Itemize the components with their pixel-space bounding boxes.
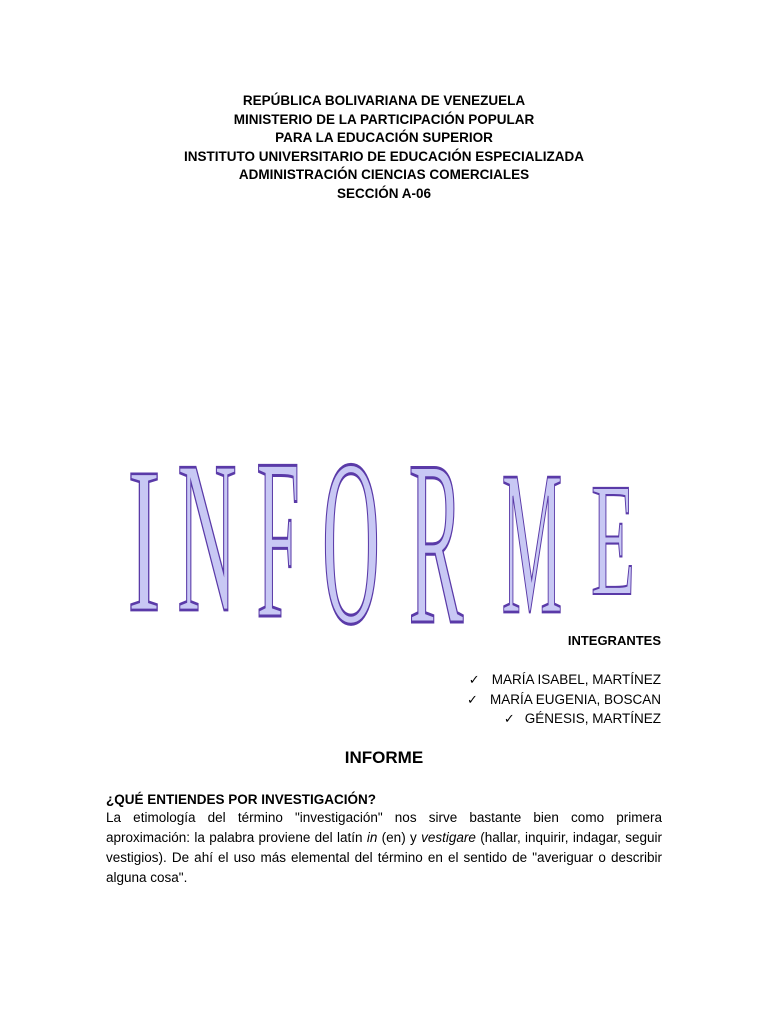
checkmark-icon: ✓ — [467, 691, 478, 707]
wordart-letter-i: I — [127, 426, 161, 630]
header-line-program: ADMINISTRACIÓN CIENCIAS COMERCIALES — [238, 167, 530, 183]
list-item — [467, 690, 661, 710]
member-name: MARÍA ISABEL, MARTÍNEZ — [491, 672, 661, 687]
members-list — [467, 670, 661, 729]
section-heading: INFORME — [344, 748, 424, 767]
header-line-country: REPÚBLICA BOLIVARIANA DE VENEZUELA — [242, 93, 526, 108]
wordart-letter-r: R — [408, 413, 464, 630]
wordart-letter-e: E — [591, 450, 635, 630]
header-line-ministry: MINISTERIO DE LA PARTICIPACIÓN POPULAR — [233, 111, 535, 127]
wordart-letter-f: F — [256, 412, 300, 630]
paragraph-italic-vestigare: vestigare — [421, 830, 476, 845]
informe-wordart-title — [118, 398, 654, 630]
body-paragraph — [106, 808, 662, 888]
question-heading: ¿QUÉ ENTIENDES POR INVESTIGACIÓN? — [106, 792, 377, 807]
member-name: GÉNESIS, MARTÍNEZ — [524, 711, 661, 726]
header-line-section: SECCIÓN A-06 — [336, 185, 432, 201]
paragraph-italic-in: in — [366, 830, 378, 845]
header-line-institute: INSTITUTO UNIVERSITARIO DE EDUCACIÓN ESPECIALIZADA — [183, 148, 585, 164]
list-item — [467, 709, 661, 729]
wordart-letter-n: N — [177, 415, 237, 630]
wordart-svg — [118, 398, 654, 630]
checkmark-icon: ✓ — [468, 672, 480, 687]
member-name: MARÍA EUGENIA, BOSCAN — [489, 691, 661, 707]
integrantes-title: INTEGRANTES — [567, 633, 661, 648]
header-line-ministry-cont: PARA LA EDUCACIÓN SUPERIOR — [275, 130, 493, 146]
checkmark-icon: ✓ — [503, 711, 515, 726]
list-item — [467, 670, 661, 690]
paragraph-text-3: (hallar, inquirir, indagar, seguir vestigios). De ahí el uso más elemental del término en el sentido de "averiguar o describir alguna cosa". — [106, 830, 663, 885]
paragraph-text-1: La etimología del término "investigación" nos sirve bastante bien como primera aproximación: la palabra proviene del latín — [106, 810, 662, 845]
wordart-letter-m: M — [501, 429, 563, 630]
document-header — [0, 92, 768, 204]
paragraph-text-2: (en) y — [377, 830, 422, 845]
wordart-letter-o: O — [322, 411, 380, 630]
